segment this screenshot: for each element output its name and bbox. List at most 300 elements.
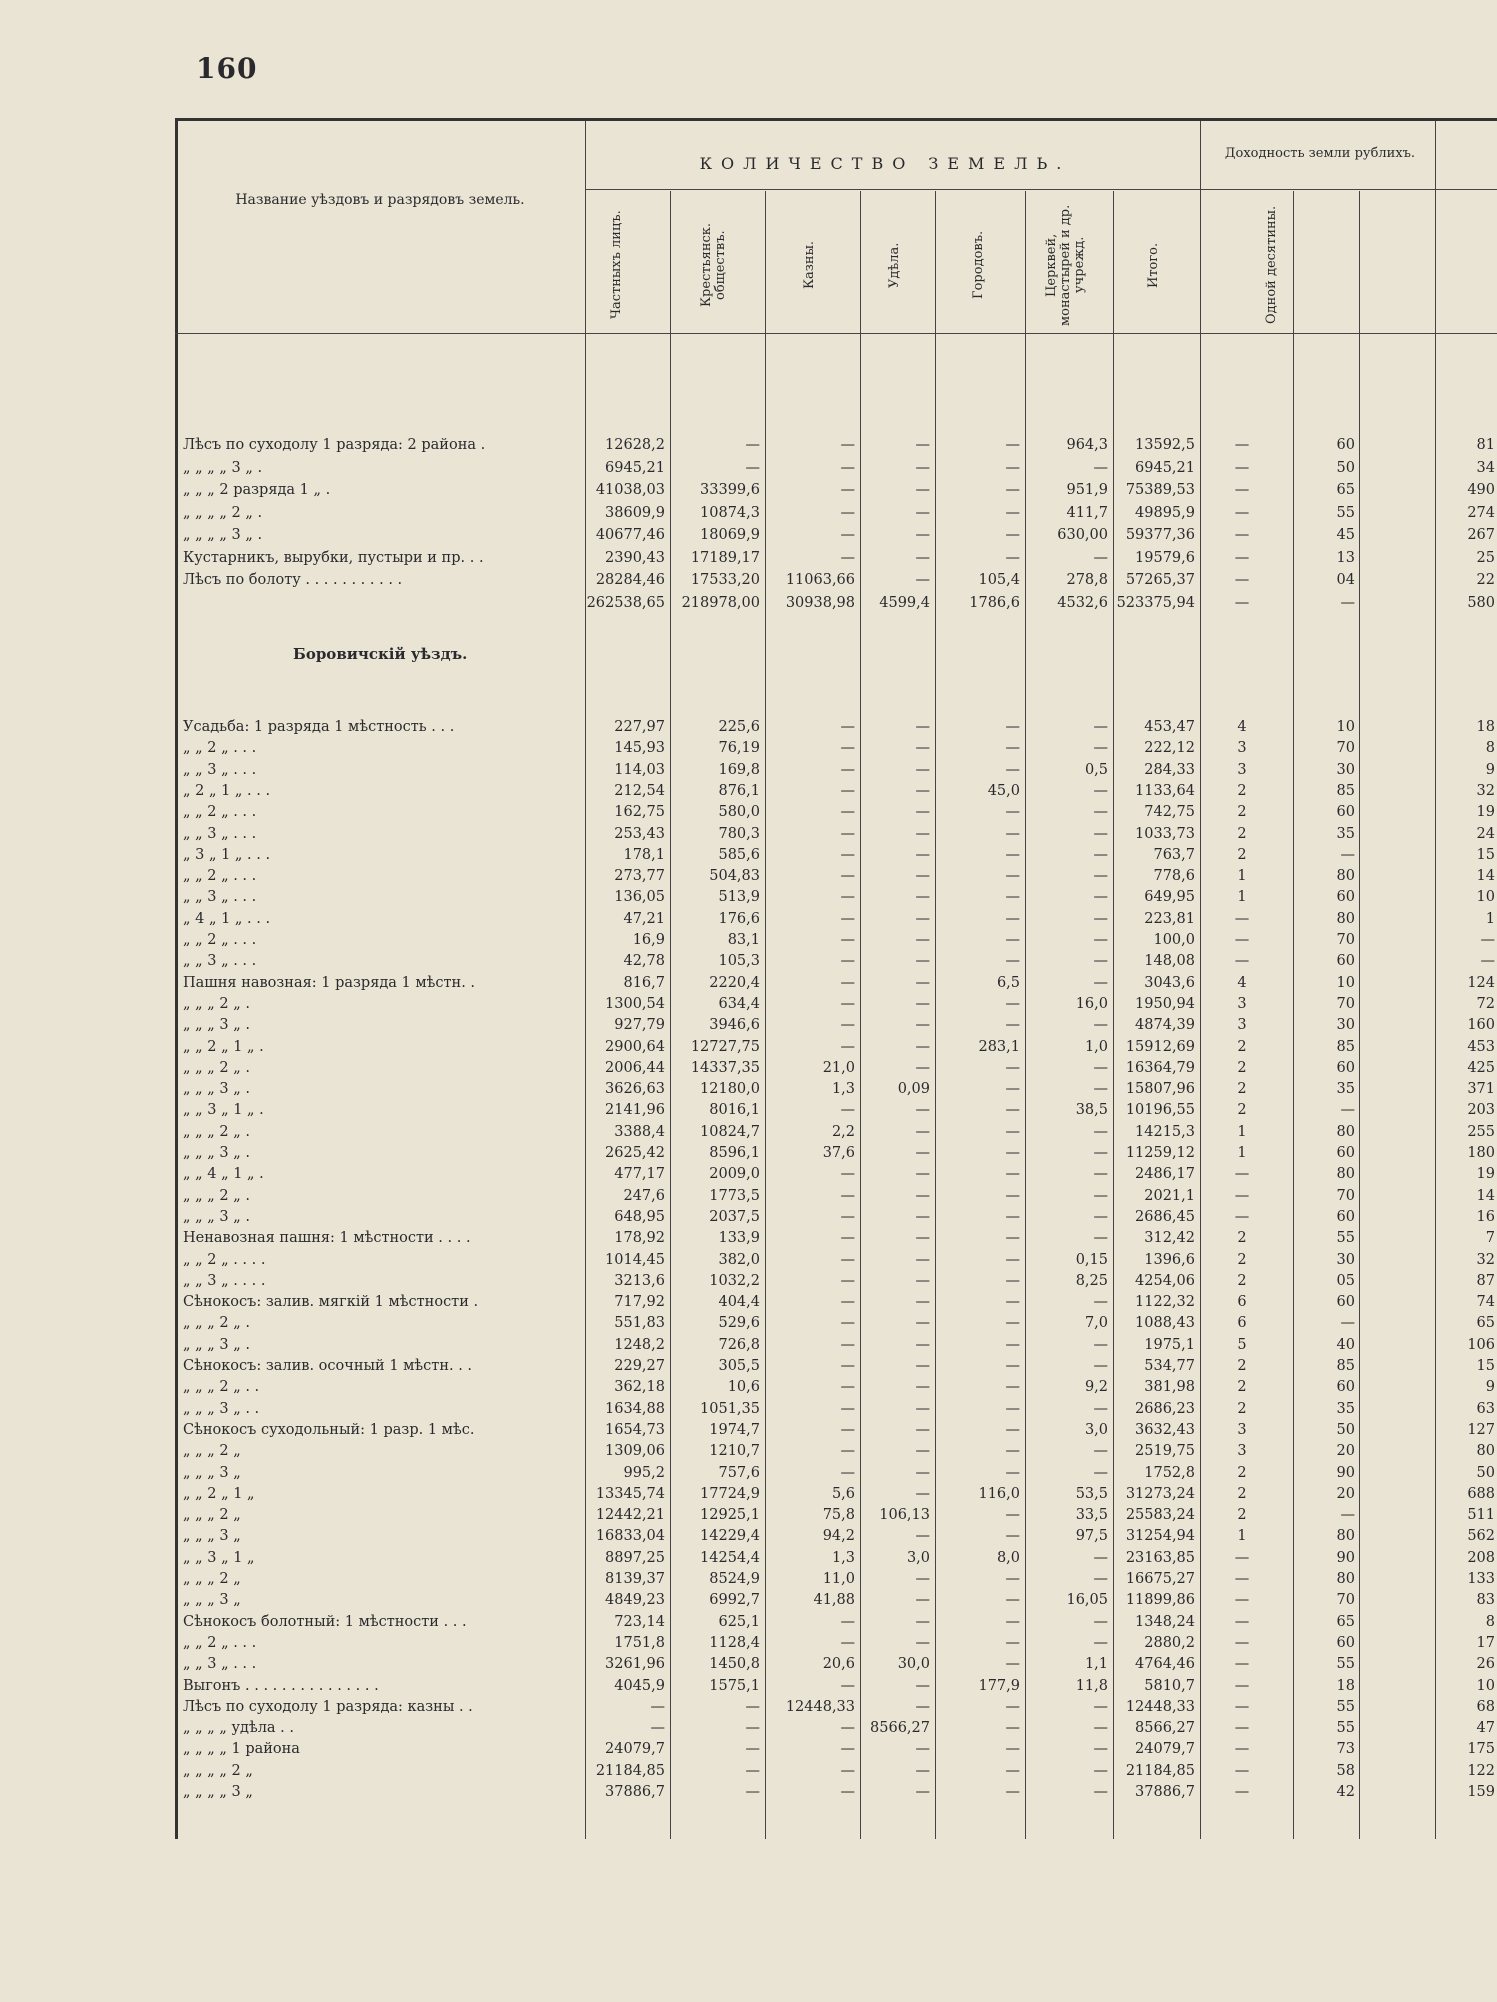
table-row [175, 973, 1497, 994]
cell-value: 3 [1237, 1017, 1247, 1034]
cell-value: 41038,03 [595, 482, 665, 498]
statistics-table [175, 118, 1497, 1839]
cell-value: — [1005, 1081, 1020, 1098]
cell-value: 9 [1485, 761, 1495, 778]
cell-value: 1950,94 [1135, 995, 1195, 1012]
table-row [175, 781, 1497, 802]
cell-value: — [1234, 932, 1250, 948]
cell-value: 19579,6 [1135, 549, 1195, 566]
cell-value: 50 [1476, 1464, 1495, 1481]
cell-value: — [1093, 1400, 1108, 1417]
cell-value: — [840, 761, 855, 778]
table-row [175, 1228, 1497, 1249]
cell-value: 175 [1467, 1741, 1495, 1758]
cell-value: — [1093, 1017, 1108, 1034]
cell-value: — [1093, 549, 1108, 566]
cell-value: — [915, 1166, 930, 1183]
cell-value: — [1005, 1656, 1020, 1673]
cell-value: 10 [1336, 974, 1355, 991]
cell-value: — [840, 1720, 855, 1737]
cell-value: — [1093, 740, 1108, 757]
cell-value: 283,1 [978, 1038, 1020, 1055]
cell-value: 35 [1336, 1400, 1355, 1417]
cell-value: — [1093, 1720, 1108, 1737]
cell-value: 31254,94 [1125, 1528, 1195, 1545]
cell-value: 22 [1476, 572, 1495, 588]
cell-value: 20 [1336, 1485, 1355, 1502]
cell-value: — [745, 1720, 760, 1737]
cell-value: — [915, 572, 930, 588]
cell-value: 8139,37 [605, 1571, 665, 1587]
cell-value: — [915, 761, 930, 778]
cell-value: 80 [1336, 1166, 1355, 1183]
table-row [175, 951, 1497, 972]
cell-value: 49895,9 [1135, 504, 1195, 521]
cell-value: 4599,4 [879, 595, 930, 611]
cell-value: — [1005, 1166, 1020, 1183]
cell-value: — [745, 1762, 760, 1779]
cell-value: — [1093, 1464, 1108, 1481]
row-label: „ „ 3 „ . . . [183, 1656, 257, 1673]
cell-value: 178,1 [623, 846, 665, 863]
cell-value: 11899,86 [1125, 1592, 1195, 1609]
cell-value: 11063,66 [785, 572, 855, 588]
cell-value: — [840, 868, 855, 885]
row-label: „ „ „ 2 „ . [183, 995, 250, 1012]
cell-value: 45 [1336, 527, 1355, 543]
cell-value: — [915, 549, 930, 566]
cell-value: 3 [1237, 1421, 1247, 1438]
cell-value: — [915, 719, 930, 735]
cell-value: 2 [1237, 1038, 1247, 1055]
cell-value: 30 [1336, 1251, 1355, 1268]
cell-value: — [915, 1784, 930, 1800]
cell-value: 0,09 [897, 1081, 930, 1098]
cell-value: — [1005, 1464, 1020, 1481]
cell-value: — [1005, 1145, 1020, 1161]
cell-value: 2 [1237, 1485, 1247, 1502]
cell-value: 16,05 [1066, 1592, 1108, 1609]
cell-value: 4764,46 [1135, 1656, 1195, 1673]
cell-value: 6,5 [996, 974, 1020, 991]
table-row [175, 1463, 1497, 1484]
cell-value: 145,93 [614, 740, 665, 757]
cell-value: 404,4 [718, 1294, 760, 1311]
cell-value: — [840, 459, 855, 476]
cell-value: — [1234, 1613, 1250, 1630]
cell-value: 1128,4 [709, 1634, 760, 1651]
row-label: „ „ „ 2 „ . . [183, 1379, 260, 1396]
cell-value: 534,77 [1144, 1358, 1195, 1374]
col-header-peasant: Крестьянск. обществъ. [699, 222, 728, 308]
cell-value: 60 [1336, 1145, 1355, 1161]
col-header-treasury: Казны. [802, 240, 817, 290]
cell-value: — [1005, 1336, 1020, 1353]
row-label: „ „ „ 3 „ [183, 1592, 241, 1609]
cell-value: 648,95 [614, 1208, 665, 1225]
row-label: „ „ „ 3 „ [183, 1464, 241, 1481]
cell-value: 24079,7 [605, 1741, 665, 1758]
cell-value: — [840, 1741, 855, 1758]
cell-value: 72 [1476, 995, 1495, 1012]
cell-value: 203 [1467, 1102, 1495, 1119]
cell-value: — [915, 527, 930, 543]
cell-value: — [1093, 1230, 1108, 1247]
cell-value: — [1093, 932, 1108, 948]
cell-value: 717,92 [614, 1294, 665, 1311]
cell-value: — [1234, 1784, 1250, 1800]
cell-value: — [840, 1443, 855, 1460]
cell-value: 5810,7 [1144, 1677, 1195, 1694]
cell-value: — [1005, 1571, 1020, 1587]
cell-value: 18 [1336, 1677, 1355, 1694]
cell-value: — [1005, 1315, 1020, 1332]
cell-value: — [915, 868, 930, 885]
cell-value: — [1093, 953, 1108, 970]
cell-value: — [1093, 1634, 1108, 1651]
row-label: „ „ 3 „ 1 „ [183, 1549, 255, 1566]
cell-value: 41,88 [813, 1592, 855, 1609]
table-row [175, 1782, 1497, 1803]
cell-value: — [1005, 846, 1020, 863]
cell-value: 255 [1467, 1123, 1495, 1140]
cell-value: 8596,1 [709, 1145, 760, 1161]
cell-value: 3261,96 [605, 1656, 665, 1673]
cell-value: — [1005, 868, 1020, 885]
table-row [175, 1122, 1497, 1143]
cell-value: — [1093, 1081, 1108, 1098]
cell-value: — [915, 1315, 930, 1332]
cell-value: — [915, 1613, 930, 1630]
cell-value: — [840, 1784, 855, 1800]
row-label: Пашня навозная: 1 разряда 1 мѣстн. . [183, 974, 476, 991]
cell-value: 2390,43 [605, 549, 665, 566]
cell-value: — [1234, 953, 1250, 970]
table-row [175, 930, 1497, 951]
cell-value: 8566,27 [1135, 1720, 1195, 1737]
cell-value: — [840, 437, 855, 453]
table-row [175, 909, 1497, 930]
cell-value: 951,9 [1066, 482, 1108, 498]
cell-value: 30,0 [897, 1656, 930, 1673]
cell-value: — [915, 889, 930, 906]
row-label: Лѣсъ по болоту . . . . . . . . . . . [183, 572, 403, 588]
cell-value: 85 [1336, 1038, 1355, 1055]
cell-value: 55 [1336, 1230, 1355, 1247]
cell-value: 70 [1336, 932, 1355, 948]
cell-value: 122 [1467, 1762, 1495, 1779]
cell-value: 585,6 [718, 846, 760, 863]
table-row [175, 1015, 1497, 1036]
cell-value: 25 [1476, 549, 1495, 566]
row-label: „ „ 2 „ 1 „ [183, 1485, 255, 1502]
cell-value: 38,5 [1075, 1102, 1108, 1119]
cell-value: 312,42 [1144, 1230, 1195, 1247]
cell-value: 273,77 [614, 868, 665, 885]
cell-value: — [1005, 1017, 1020, 1034]
cell-value: — [1093, 1336, 1108, 1353]
cell-value: — [1005, 1187, 1020, 1204]
cell-value: 60 [1336, 1294, 1355, 1311]
cell-value: — [1093, 1123, 1108, 1140]
cell-value: 6945,21 [605, 459, 665, 476]
cell-value: 453,47 [1144, 719, 1195, 735]
cell-value: 580 [1467, 595, 1495, 611]
cell-value: 262538,65 [586, 595, 665, 611]
cell-value: 876,1 [718, 782, 760, 799]
table-row [175, 1356, 1497, 1377]
cell-value: — [1234, 572, 1250, 588]
cell-value: 24 [1476, 825, 1495, 842]
cell-value: 160 [1467, 1017, 1495, 1034]
cell-value: 995,2 [623, 1464, 665, 1481]
cell-value: 726,8 [718, 1336, 760, 1353]
cell-value: 1 [1237, 1145, 1247, 1161]
row-label: „ „ „ „ 3 „ . [183, 459, 263, 476]
cell-value: — [840, 1102, 855, 1119]
cell-value: — [915, 437, 930, 453]
cell-value: 19 [1476, 804, 1495, 821]
cell-value: 75,8 [822, 1507, 855, 1524]
cell-value: 2037,5 [709, 1208, 760, 1225]
name-column-header: Название уѣздовъ и разрядовъ земель. [235, 192, 525, 208]
cell-value: 114,03 [614, 761, 665, 778]
cell-value: — [840, 974, 855, 991]
cell-value: — [1005, 1634, 1020, 1651]
cell-value: — [915, 1528, 930, 1545]
cell-value: — [1005, 1379, 1020, 1396]
cell-value: — [1234, 1698, 1250, 1715]
cell-value: 4874,39 [1135, 1017, 1195, 1034]
cell-value: 1396,6 [1144, 1251, 1195, 1268]
cell-value: — [1005, 1230, 1020, 1247]
cell-value: 60 [1336, 953, 1355, 970]
cell-value: — [840, 1315, 855, 1332]
cell-value: — [1234, 595, 1250, 611]
cell-value: 73 [1336, 1741, 1355, 1758]
cell-value: 24079,7 [1135, 1741, 1195, 1758]
cell-value: — [840, 504, 855, 521]
cell-value: 4849,23 [605, 1592, 665, 1609]
cell-value: 16,9 [632, 932, 665, 948]
cell-value: — [1234, 437, 1250, 453]
row-label: „ „ „ 2 „ [183, 1571, 241, 1587]
cell-value: — [1005, 825, 1020, 842]
cell-value: 13345,74 [595, 1485, 665, 1502]
cell-value: 59377,36 [1125, 527, 1195, 543]
cell-value: 8016,1 [709, 1102, 760, 1119]
table-row [175, 1100, 1497, 1121]
cell-value: 6 [1237, 1294, 1247, 1311]
cell-value: 162,75 [614, 804, 665, 821]
cell-value: 9 [1485, 1379, 1495, 1396]
cell-value: — [915, 825, 930, 842]
cell-value: — [915, 974, 930, 991]
cell-value: 12180,0 [700, 1081, 760, 1098]
cell-value: — [840, 1379, 855, 1396]
cell-value: — [915, 1677, 930, 1694]
cell-value: 34 [1476, 459, 1495, 476]
cell-value: 17724,9 [700, 1485, 760, 1502]
table-row [175, 887, 1497, 908]
cell-value: — [915, 1485, 930, 1502]
table-row [175, 1037, 1497, 1058]
cell-value: 15912,69 [1125, 1038, 1195, 1055]
cell-value: 630,00 [1057, 527, 1108, 543]
cell-value: — [1093, 1187, 1108, 1204]
cell-value: 30938,98 [785, 595, 855, 611]
row-label: „ 2 „ 1 „ . . . [183, 782, 271, 799]
cell-value: — [1093, 1294, 1108, 1311]
cell-value: 742,75 [1144, 804, 1195, 821]
cell-value: 529,6 [718, 1315, 760, 1332]
table-row [175, 1505, 1497, 1526]
cell-value: — [1234, 482, 1250, 498]
cell-value: — [1005, 1059, 1020, 1076]
cell-value: — [915, 1017, 930, 1034]
cell-value: 2 [1237, 804, 1247, 821]
cell-value: 8,25 [1075, 1272, 1108, 1289]
cell-value: 20,6 [822, 1656, 855, 1673]
cell-value: 649,95 [1144, 889, 1195, 906]
cell-value: 14229,4 [700, 1528, 760, 1545]
cell-value: — [1005, 1400, 1020, 1417]
table-row [175, 1612, 1497, 1633]
cell-value: — [915, 782, 930, 799]
cell-value: 148,08 [1144, 953, 1195, 970]
page-number: 160 [196, 52, 258, 85]
cell-value: — [1340, 1102, 1355, 1119]
row-label: Сѣнокосъ болотный: 1 мѣстности . . . [183, 1613, 467, 1630]
cell-value: — [1093, 1443, 1108, 1460]
cell-value: 37,6 [822, 1145, 855, 1161]
cell-value: 1 [1237, 868, 1247, 885]
cell-value: 26 [1476, 1656, 1495, 1673]
cell-value: 65 [1336, 1613, 1355, 1630]
row-label: „ „ „ „ 3 „ . [183, 527, 263, 543]
cell-value: — [745, 437, 760, 453]
cell-value: 2 [1237, 1059, 1247, 1076]
table-row [175, 1676, 1497, 1697]
cell-value: 1,3 [831, 1081, 855, 1098]
table-row [175, 1399, 1497, 1420]
cell-value: — [1093, 1549, 1108, 1566]
cell-value: 180 [1467, 1145, 1495, 1161]
cell-value: 1751,8 [614, 1634, 665, 1651]
cell-value: — [840, 1230, 855, 1247]
cell-value: — [840, 782, 855, 799]
cell-value: — [915, 1762, 930, 1779]
cell-value: 57265,37 [1125, 572, 1195, 588]
cell-value: 381,98 [1144, 1379, 1195, 1396]
cell-value: — [840, 719, 855, 735]
table-row [175, 1739, 1497, 1760]
cell-value: — [915, 1421, 930, 1438]
cell-value: 1,3 [831, 1549, 855, 1566]
cell-value: — [915, 1230, 930, 1247]
cell-value: — [1093, 719, 1108, 735]
cell-value: — [1005, 1698, 1020, 1715]
cell-value: 6 [1237, 1315, 1247, 1332]
cell-value: — [1340, 846, 1355, 863]
cell-value: 177,9 [978, 1677, 1020, 1694]
row-label: „ „ 2 „ . . . [183, 932, 257, 948]
cell-value: — [915, 910, 930, 927]
cell-value: 12727,75 [690, 1038, 760, 1055]
cell-value: — [915, 995, 930, 1012]
cell-value: 382,0 [718, 1251, 760, 1268]
cell-value: — [840, 1208, 855, 1225]
cell-value: 490 [1467, 482, 1495, 498]
cell-value: 0,15 [1075, 1251, 1108, 1268]
cell-value: — [840, 1336, 855, 1353]
cell-value: 5,6 [831, 1485, 855, 1502]
cell-value: — [1093, 1784, 1108, 1800]
cell-value: 2 [1237, 1379, 1247, 1396]
cell-value: 17189,17 [690, 549, 760, 566]
cell-value: — [1234, 1634, 1250, 1651]
cell-value: 17533,20 [690, 572, 760, 588]
cell-value: — [1093, 804, 1108, 821]
cell-value: — [840, 1251, 855, 1268]
cell-value: 178,92 [614, 1230, 665, 1247]
row-label: „ „ 3 „ . . . . [183, 1272, 266, 1289]
cell-value: 80 [1336, 1123, 1355, 1140]
cell-value: — [1234, 504, 1250, 521]
cell-value: — [1340, 1507, 1355, 1524]
table-row [175, 1697, 1497, 1718]
cell-value: 2 [1237, 825, 1247, 842]
cell-value: 7,0 [1084, 1315, 1108, 1332]
row-label: „ „ „ 2 „ . [183, 1187, 250, 1204]
cell-value: 97,5 [1075, 1528, 1108, 1545]
cell-value: 16675,27 [1125, 1571, 1195, 1587]
table-row [175, 1186, 1497, 1207]
cell-value: 37886,7 [1135, 1784, 1195, 1800]
cell-value: — [1093, 974, 1108, 991]
cell-value: — [1005, 953, 1020, 970]
cell-value: — [1234, 1677, 1250, 1694]
table-row [175, 503, 1497, 524]
cell-value: — [840, 1294, 855, 1311]
cell-value: 778,6 [1153, 868, 1195, 885]
cell-value: 45,0 [987, 782, 1020, 799]
cell-value: 15 [1476, 846, 1495, 863]
cell-value: 4045,9 [614, 1677, 665, 1694]
cell-value: 1033,73 [1135, 825, 1195, 842]
cell-value: — [840, 1038, 855, 1055]
cell-value: — [1480, 932, 1495, 948]
cell-value: 1 [1237, 1528, 1247, 1545]
cell-value: 8 [1485, 740, 1495, 757]
cell-value: 38609,9 [605, 504, 665, 521]
cell-value: 229,27 [614, 1358, 665, 1374]
cell-value: — [915, 1336, 930, 1353]
row-label: „ „ „ „ 3 „ [183, 1784, 253, 1800]
table-row [175, 1420, 1497, 1441]
cell-value: — [840, 953, 855, 970]
cell-value: 100,0 [1153, 932, 1195, 948]
cell-value: 2021,1 [1144, 1187, 1195, 1204]
cell-value: — [1005, 1528, 1020, 1545]
row-label: „ „ „ 3 „ . [183, 1145, 250, 1161]
cell-value: 60 [1336, 889, 1355, 906]
col-header-towns: Городовъ. [971, 230, 986, 300]
cell-value: — [1093, 868, 1108, 885]
cell-value: — [1093, 459, 1108, 476]
cell-value: 12442,21 [595, 1507, 665, 1524]
cell-value: — [840, 825, 855, 842]
